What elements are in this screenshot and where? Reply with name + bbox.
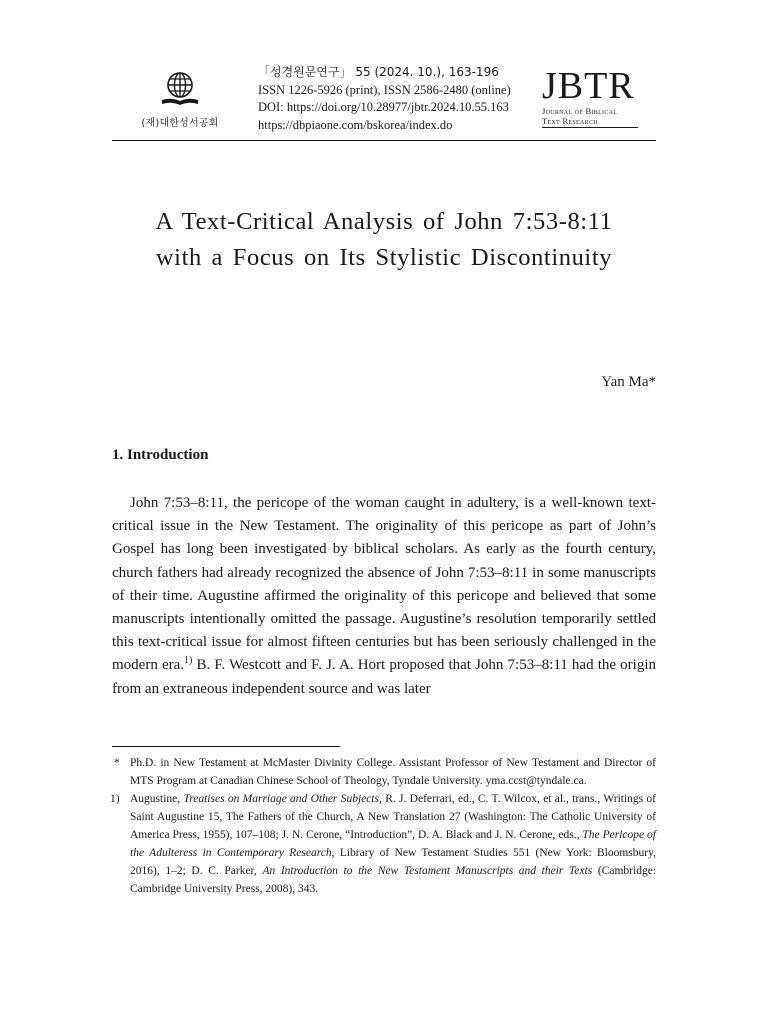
paragraph	[112, 492, 656, 701]
footnote-divider	[112, 746, 340, 747]
header-divider	[112, 140, 656, 141]
footnote-text: Ph.D. in New Testament at McMaster Divinity College. Assistant Professor of New Testament and Director of MTS Program at Canadian Chinese School of Theology, Tyndale University. yma.ccst@tyndale.ca.	[130, 757, 656, 787]
doi-line[interactable]: DOI: https://doi.org/10.28977/jbtr.2024.10.55.163	[258, 100, 509, 114]
footnote-mark: 1)	[110, 793, 120, 805]
section-heading: 1. Introduction	[112, 447, 209, 463]
journal-citation: 「성경원문연구」 55 (2024. 10.), 163-196	[258, 65, 499, 79]
author-name: Yan Ma*	[601, 374, 656, 390]
author-footnote	[112, 754, 656, 790]
publication-meta	[258, 64, 511, 134]
body-text	[112, 492, 656, 701]
citation-title: The Pericope of the Adulteress in Contemporary Research	[130, 829, 656, 859]
journal-name-line1: Journal of Biblical	[542, 106, 618, 116]
society-logo	[140, 70, 220, 129]
journal-logo	[542, 65, 646, 128]
paragraph-tail: B. F. Westcott and F. J. A. Hort proposed that John 7:53–8:11 had the origin from an extraneous independent source and was later	[112, 657, 656, 697]
society-name: (재)대한성서공회	[141, 118, 219, 129]
footnotes	[112, 754, 656, 898]
citation-title: An Introduction to the New Testament Manuscripts and their Texts	[262, 865, 593, 877]
footnote-1	[112, 790, 656, 898]
footnote-text: , Library of New Testament Studies 551 (New York: Bloomsbury, 2016), 1–2; D. C. Parker,	[130, 847, 656, 877]
journal-full-name	[542, 106, 646, 128]
title-line1: A Text-Critical Analysis of John 7:53-8:11	[155, 208, 613, 235]
footnote-text: Augustine,	[130, 793, 184, 805]
journal-url[interactable]: https://dbpiaone.com/bskorea/index.do	[258, 117, 453, 132]
citation-title: Treatises on Marriage and Other Subjects	[183, 793, 380, 805]
footnote-ref[interactable]: 1)	[184, 655, 193, 667]
article-title	[100, 204, 668, 276]
journal-header	[112, 60, 656, 142]
footnote-mark: *	[114, 757, 120, 769]
journal-name-line2: Text Research	[542, 116, 638, 128]
paragraph-text: John 7:53–8:11, the pericope of the woman caught in adultery, is a well-known text-critical issue in the New Testament. The originality of this pericope as part of John’s Gospel has long been investigated by biblical scholars. As early as the fourth century, church fathers had already recognized the absence of John 7:53–8:11 in some manuscripts of their time. Augustine affirmed the originality of this pericope and believed that some manuscripts intentionally omitted the passage. Augustine’s resolution temporarily settled this text-critical issue for almost fifteen centuries but has been seriously challenged in the modern era.	[112, 495, 656, 674]
footnote-text: , R. J. Deferrari, ed., C. T. Wilcox, et al., trans., Writings of Saint Augustine 15, The Fathers of the Church, A New Translation 27 (Washington: The Catholic University of America Press, 1955), 107–108; J. N. Cerone, “Introduction”, D. A. Black and J. N. Cerone, eds.,	[130, 793, 657, 841]
footnote-text: (Cambridge: Cambridge University Press, 2008), 343.	[130, 865, 656, 895]
journal-abbrev: JBTR	[542, 65, 635, 107]
globe-book-icon	[158, 70, 202, 110]
title-line2: with a Focus on Its Stylistic Discontinuity	[155, 244, 613, 271]
issn-line: ISSN 1226-5926 (print), ISSN 2586-2480 (online)	[258, 82, 511, 97]
